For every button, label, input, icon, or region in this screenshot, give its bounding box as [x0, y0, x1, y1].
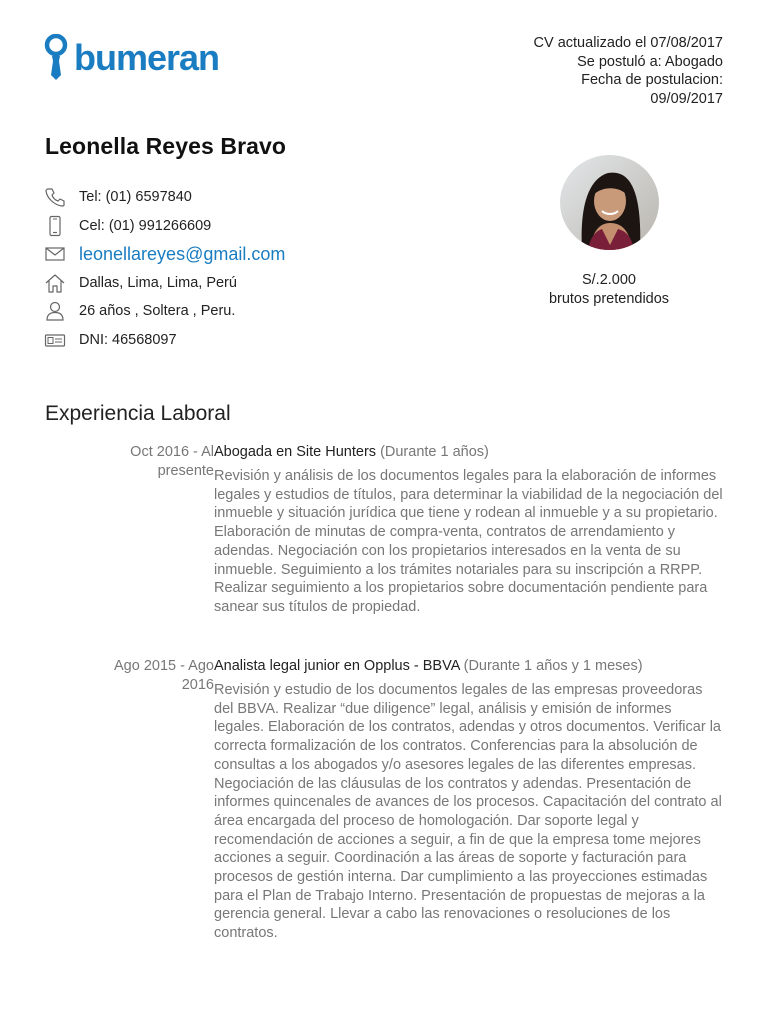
address: Dallas, Lima, Lima, Perú	[79, 274, 237, 291]
job-heading	[214, 443, 724, 462]
job-date: Oct 2016 - Al presente	[130, 444, 214, 479]
profile-photo	[560, 155, 659, 250]
job-duration: (Durante 1 años y 1 meses)	[463, 658, 643, 674]
salary-label: brutos pretendidos	[548, 290, 670, 307]
candidate-name: Leonella Reyes Bravo	[45, 133, 287, 159]
applied-position: Se postuló a: Abogado	[577, 53, 723, 70]
job-body	[214, 443, 724, 617]
contact-personal	[44, 297, 285, 326]
contact-list	[44, 183, 285, 354]
contact-email	[44, 240, 285, 269]
job-title: Abogada en Site Hunters	[214, 444, 377, 460]
job-date: Ago 2015 - Ago 2016	[114, 658, 214, 693]
job-heading	[214, 657, 724, 676]
bumeran-logo	[44, 34, 219, 80]
user-icon	[44, 300, 66, 322]
profile-photo-image	[560, 155, 659, 250]
job-body	[214, 657, 724, 943]
email-link[interactable]: leonellareyes@gmail.com	[79, 243, 286, 264]
salary-amount: S/.2.000	[581, 272, 636, 288]
envelope-icon	[44, 243, 66, 265]
application-meta	[463, 34, 723, 108]
personal-info: 26 años , Soltera , Peru.	[79, 303, 236, 320]
bumeran-logo-icon	[44, 34, 72, 80]
salary-expectation	[520, 271, 698, 308]
id-card-icon	[44, 329, 66, 351]
application-date: 09/09/2017	[650, 90, 723, 107]
phone-number: Tel: (01) 6597840	[79, 189, 192, 206]
contact-phone	[44, 183, 285, 212]
application-date-label: Fecha de postulacion:	[581, 72, 723, 88]
mobile-icon	[44, 215, 66, 237]
bumeran-logo-text: bumeran	[74, 37, 220, 78]
cv-updated-date: CV actualizado el 07/08/2017	[533, 35, 723, 51]
contact-dni	[44, 326, 285, 355]
contact-mobile	[44, 212, 285, 241]
dni-number: DNI: 46568097	[79, 331, 177, 348]
mobile-number: Cel: (01) 991266609	[79, 217, 212, 234]
job-title: Analista legal junior en Opplus - BBVA	[214, 658, 460, 674]
phone-icon	[44, 186, 66, 208]
section-title-experience: Experiencia Laboral	[45, 402, 231, 425]
job-description: Revisión y estudio de los documentos legales de las empresas proveedoras del BBVA. Realizar “due diligence” legal, análisis y emisión de informes legales. Elaboración de los contratos, adendas y otros documentos. Verificar la correcta formalización de los contratos. Conferencias para la absolución de consultas a los abogados y/o asesores legales de las diferentes empresas. Negociación de las cláusulas de los contratos y adendas. Presentación de informes quincenales de avances de los procesos. Capacitación del contrato al área encargada del proceso de homologación. Dar soporte legal y recomendación de acciones a seguir, a fin de que la empresa tome mejores acciones a seguir. Coordinación a las áreas de soporte y facturación para procesos de gestión interna. Dar cumplimiento a las proyecciones estimadas para el Plan de Trabajo Interno. Presentación de propuestas de mejoras a la gerencia general. Llevar a cabo las renovaciones o resoluciones de los contratos.	[214, 682, 722, 942]
home-icon	[44, 272, 66, 294]
contact-address	[44, 269, 285, 298]
job-duration: (Durante 1 años)	[380, 444, 489, 460]
job-description: Revisión y análisis de los documentos legales para la elaboración de informes legales y estudios de títulos, para determinar la viabilidad de la negociación del inmueble y situación jurídica que tiene y rodean al inmueble y a su propietario. Elaboración de minutas de compra-venta, contratos de arrendamiento y adendas. Negociación con los propietarios interesados en la venta de su inmueble. Seguimiento a los trámites notariales para su inscripción a RRPP. Realizar seguimiento a los propietarios sobre documentación pendiente para sanear sus títulos de propiedad.	[214, 468, 723, 615]
